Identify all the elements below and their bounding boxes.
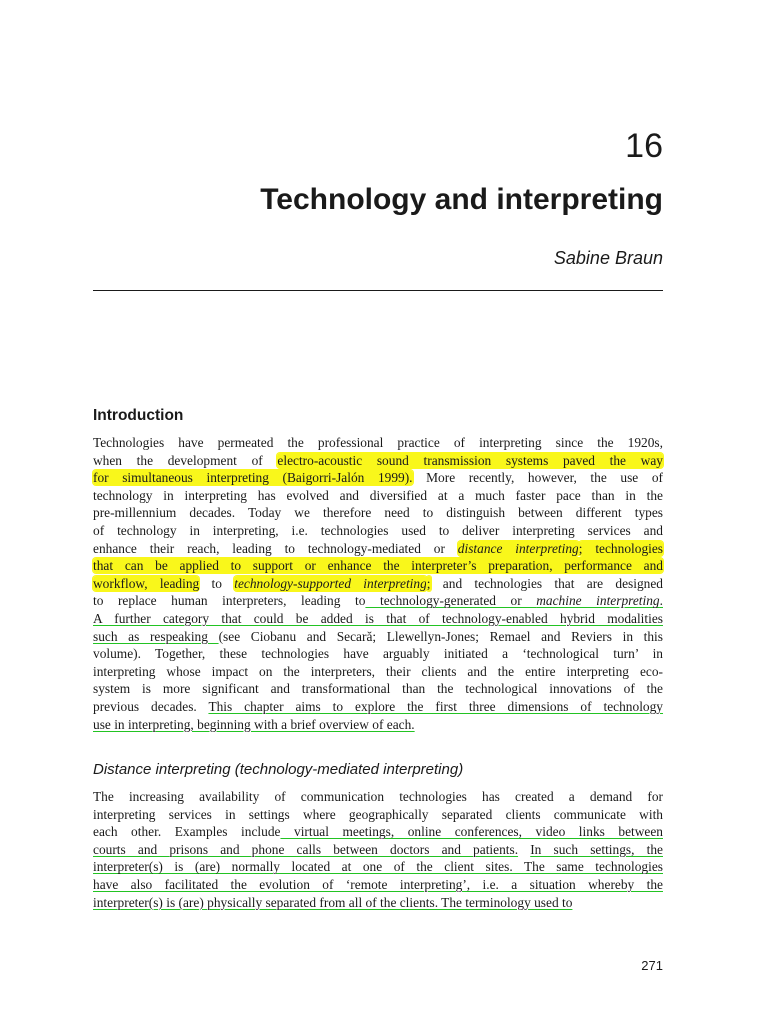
text-segment: to bbox=[199, 575, 235, 591]
text-segment: (see Ciobanu and Secară; Llewellyn-Jones; Remael and Reviers in this bbox=[218, 628, 663, 644]
highlighted-text: for simultaneous interpreting (Baigorri-Jalón 1999). bbox=[93, 470, 413, 486]
highlighted-text: workflow, leading bbox=[93, 575, 200, 591]
underlined-text: In such settings, the bbox=[530, 841, 663, 857]
text-line bbox=[93, 557, 663, 575]
text-line bbox=[93, 610, 663, 628]
underlined-text: machine interpreting bbox=[536, 593, 660, 609]
section-heading-introduction: Introduction bbox=[93, 407, 184, 424]
page-number: 271 bbox=[641, 958, 663, 973]
chapter-title: Technology and interpreting bbox=[260, 183, 663, 216]
underlined-text: technology-generated or bbox=[365, 593, 537, 609]
text-line bbox=[93, 575, 663, 593]
text-segment: previous decades. bbox=[93, 698, 209, 714]
text-line bbox=[93, 540, 663, 558]
text-line bbox=[93, 663, 663, 681]
text-line bbox=[93, 876, 663, 894]
highlighted-text: that can be applied to support or enhance the interpreter’s preparation, performance and bbox=[93, 558, 663, 574]
text-line bbox=[93, 522, 663, 540]
text-segment: system is more significant and transformational than the technological innovations of the bbox=[93, 681, 663, 697]
text-line bbox=[93, 806, 663, 824]
text-line bbox=[93, 698, 663, 716]
distance-paragraph bbox=[93, 788, 663, 911]
highlighted-text: ; technologies bbox=[578, 540, 664, 556]
text-segment: each other. Examples include bbox=[93, 824, 281, 840]
underlined-text: This chapter aims to explore the first three dimensions of technology bbox=[208, 698, 664, 714]
text-segment: volume). Together, these technologies have arguably initiated a ‘technological turn’ in bbox=[93, 646, 663, 662]
text-line bbox=[93, 645, 663, 663]
text-segment: Technologies have permeated the professional practice of interpreting since the 1920s, bbox=[93, 435, 663, 450]
text-segment: More recently, however, the use of bbox=[412, 470, 663, 486]
highlighted-text: ; bbox=[426, 575, 431, 591]
text-line bbox=[93, 841, 663, 859]
subsection-heading-distance-interpreting: Distance interpreting (technology-mediated interpreting) bbox=[93, 761, 464, 778]
text-line bbox=[93, 592, 663, 610]
text-line bbox=[93, 504, 663, 522]
text-segment: interpreting services in settings where geographically separated clients communicate with bbox=[93, 806, 663, 822]
underlined-text: interpreter(s) is (are) physically separated from all of the clients. The terminology used to bbox=[93, 894, 573, 910]
underlined-text: courts and prisons and phone calls between doctors and patients. bbox=[93, 841, 519, 857]
text-line bbox=[93, 487, 663, 505]
underlined-text: such as respeaking bbox=[93, 628, 219, 644]
text-line bbox=[93, 823, 663, 841]
text-segment bbox=[518, 842, 530, 857]
text-segment: when the development of bbox=[93, 452, 278, 468]
title-divider bbox=[93, 290, 663, 291]
highlighted-text: electro-acoustic sound transmission systems paved the way bbox=[277, 452, 663, 468]
text-line bbox=[93, 894, 663, 912]
text-segment: interpreting whose impact on the interpreters, their clients and the entire interpreting eco- bbox=[93, 663, 663, 679]
text-line bbox=[93, 716, 663, 734]
chapter-author: Sabine Braun bbox=[553, 248, 663, 268]
underlined-text: . bbox=[659, 593, 663, 609]
highlighted-text: technology-supported interpreting bbox=[234, 575, 427, 591]
text-segment: enhance their reach, leading to technology-mediated or bbox=[93, 540, 458, 556]
underlined-text: use in interpreting, beginning with a brief overview of each. bbox=[93, 716, 415, 732]
text-segment: and technologies that are designed bbox=[430, 575, 663, 591]
highlighted-text: distance interpreting bbox=[457, 540, 579, 556]
intro-paragraph bbox=[93, 434, 663, 733]
text-segment: to replace human interpreters, leading to bbox=[93, 593, 366, 609]
text-line bbox=[93, 680, 663, 698]
text-segment: technology in interpreting has evolved and diversified at a much faster pace than in the bbox=[93, 487, 663, 503]
underlined-text: have also facilitated the evolution of ‘remote interpreting’, i.e. a situation whereby the bbox=[93, 876, 663, 892]
text-line bbox=[93, 434, 663, 452]
text-line bbox=[93, 469, 663, 487]
text-segment: The increasing availability of communication technologies has created a demand for bbox=[93, 789, 663, 804]
underlined-text: A further category that could be added is that of technology-enabled hybrid modalities bbox=[93, 610, 663, 626]
underlined-text: virtual meetings, online conferences, video links between bbox=[280, 824, 663, 840]
text-line bbox=[93, 452, 663, 470]
chapter-number: 16 bbox=[625, 127, 663, 165]
text-line bbox=[93, 628, 663, 646]
underlined-text: interpreter(s) is (are) normally located at one of the client sites. The same technologies bbox=[93, 859, 663, 875]
text-segment: of technology in interpreting, i.e. technologies used to deliver interpreting services and bbox=[93, 522, 663, 538]
text-segment: pre-millennium decades. Today we therefore need to distinguish between different types bbox=[93, 505, 663, 521]
text-line bbox=[93, 858, 663, 876]
text-line bbox=[93, 788, 663, 806]
